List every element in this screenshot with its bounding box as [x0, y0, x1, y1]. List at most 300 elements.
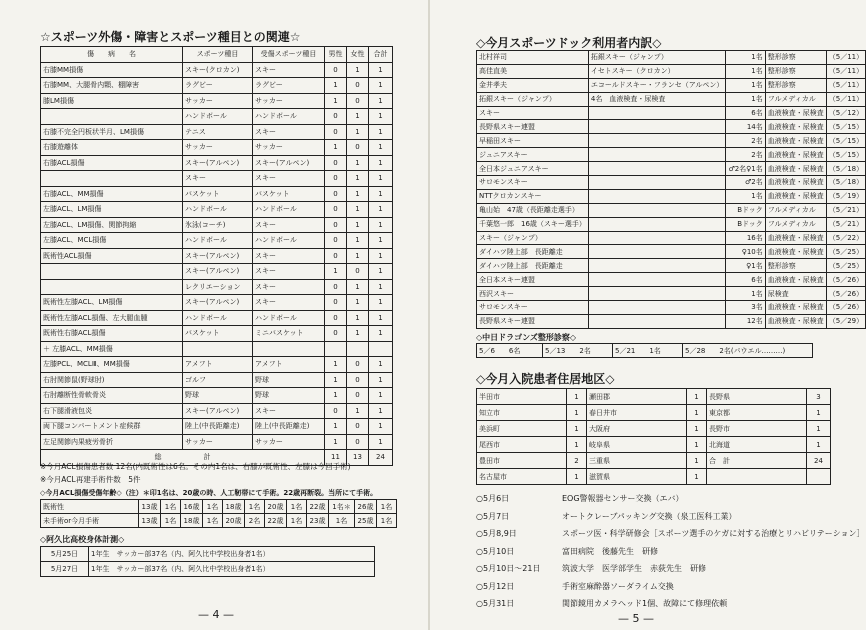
dock-detail: エコールドスキー・フランセ（アルペン） [588, 78, 726, 92]
injury-row [41, 124, 393, 140]
measure-date: 5月25日 [41, 547, 89, 562]
dock-date: （5／11） [826, 64, 865, 78]
dock-detail [588, 134, 726, 148]
female-count: 1 [347, 202, 369, 218]
age-cell: 22歳 [265, 514, 287, 528]
injury-row [41, 186, 393, 202]
area-name: 長野県 [707, 389, 807, 405]
acl-age-table [40, 499, 397, 528]
injury-sport: スキー [253, 248, 325, 264]
total-count [369, 341, 393, 357]
age-cell: 13歳 [139, 500, 161, 514]
male-count: 0 [325, 279, 347, 295]
residence-title: ◇今月入院患者住居地区◇ [476, 372, 615, 386]
age-cell: 1名 [203, 500, 223, 514]
injury-sport: サッカー [253, 93, 325, 109]
injury-row [41, 155, 393, 171]
male-count: 1 [325, 434, 347, 450]
injury-row [41, 248, 393, 264]
header-male: 男性 [325, 47, 347, 63]
injury-name: 右膝ACL、MM損傷 [41, 186, 183, 202]
dragons-title: ◇中日ドラゴンズ整形診察◇ [476, 333, 577, 342]
sport: アメフト [183, 357, 253, 373]
female-count: 1 [347, 155, 369, 171]
injury-name [41, 279, 183, 295]
age-cell: 1名＊ [329, 500, 355, 514]
injury-name: 右膝ACL損傷 [41, 155, 183, 171]
age-cell: 1名 [245, 500, 265, 514]
sport: ラグビー [183, 78, 253, 94]
measure-date: 5月27日 [41, 562, 89, 577]
injury-sport: サッカー [253, 140, 325, 156]
sport: ゴルフ [183, 372, 253, 388]
total-count: 1 [369, 357, 393, 373]
injury-row [41, 171, 393, 187]
female-count: 1 [347, 279, 369, 295]
dock-name: ダイハツ陸上部 長距離走 [477, 245, 589, 259]
female-count: 0 [347, 140, 369, 156]
total-count: 1 [369, 388, 393, 404]
area-count: 1 [687, 469, 707, 485]
injury-table [40, 46, 393, 466]
schedule-text: 関節鏡用カメラヘッド1個、故障にて修理依頼 [562, 599, 728, 608]
injury-sport: ミニバスケット [253, 326, 325, 342]
measure-row [41, 562, 375, 577]
female-count: 1 [347, 403, 369, 419]
injury-sport: ハンドボール [253, 109, 325, 125]
male-count: 1 [325, 264, 347, 280]
area-count: 24 [807, 453, 831, 469]
age-cell: 1名 [377, 514, 397, 528]
injury-row [41, 233, 393, 249]
total-count: 1 [369, 62, 393, 78]
dock-date: （5／12） [826, 106, 865, 120]
injury-row [41, 217, 393, 233]
dock-row [477, 64, 866, 78]
header-injury: 傷 病 名 [41, 47, 183, 63]
total-count: 1 [369, 419, 393, 435]
dock-exam: 血液検査・尿検査 [765, 148, 826, 162]
male-count: 0 [325, 233, 347, 249]
male-count: 1 [325, 357, 347, 373]
injury-name: 膝LM損傷 [41, 93, 183, 109]
total-count: 1 [369, 109, 393, 125]
injury-row [41, 310, 393, 326]
sport: ハンドボール [183, 109, 253, 125]
area-count: 1 [567, 389, 587, 405]
dock-exam: 血液検査・尿検査 [765, 176, 826, 190]
sport: レクリエーション [183, 279, 253, 295]
sport: スキー(アルペン) [183, 295, 253, 311]
age-cell: 1名 [287, 514, 307, 528]
dock-count: 1名 [726, 189, 765, 203]
dock-row [477, 92, 866, 106]
residence-row [477, 421, 831, 437]
total-count: 1 [369, 264, 393, 280]
schedule-date: ○5月12日 [476, 581, 515, 591]
injury-name: 既術性左膝ACL損傷、左大腿血腫 [41, 310, 183, 326]
residence-row [477, 389, 831, 405]
sport: スキー(アルペン) [183, 248, 253, 264]
header-total: 合計 [369, 47, 393, 63]
schedule-text: スポーツ医・科学研修会［スポーツ選手のケガに対する治療とリハビリテーション］ [562, 529, 865, 538]
dock-count: 6名 [726, 273, 765, 287]
age-cell: 22歳 [307, 500, 329, 514]
page-number-right: — 5 — [618, 612, 654, 625]
schedule-text: 手術室麻酔器ソーダライム交換 [562, 581, 674, 591]
dock-title: ◇今月スポーツドック利用者内訳◇ [476, 36, 662, 50]
male-count: 0 [325, 186, 347, 202]
residence-table [476, 388, 831, 485]
injury-name: 左膝PCL、MCLⅢ、MM損傷 [41, 357, 183, 373]
injury-name: ＋ 左膝ACL、MM損傷 [41, 341, 183, 357]
age-cell: 18歳 [223, 500, 245, 514]
dock-count: ♀1名 [726, 259, 765, 273]
residence-row [477, 405, 831, 421]
dock-row [477, 148, 866, 162]
injury-row [41, 140, 393, 156]
total-count: 1 [369, 403, 393, 419]
dock-count: Bドック [726, 203, 765, 217]
dock-count: Bドック [726, 217, 765, 231]
age-cell: 16歳 [181, 500, 203, 514]
dock-date: （5／15） [826, 120, 865, 134]
dock-name: スキー（ジャンプ） [477, 231, 589, 245]
injury-sport: スキー(アルペン) [253, 155, 325, 171]
schedule-date: ○5月6日 [476, 494, 510, 503]
residence-row [477, 469, 831, 485]
residence-row [477, 437, 831, 453]
male-count: 0 [325, 171, 347, 187]
injury-sport: ハンドボール [253, 202, 325, 218]
female-count [347, 341, 369, 357]
dock-count: 1名 [726, 64, 765, 78]
female-count: 0 [347, 78, 369, 94]
sport: スキー(アルペン) [183, 264, 253, 280]
area-name: 瀬田郡 [587, 389, 687, 405]
injury-name: 既術性右膝ACL損傷 [41, 326, 183, 342]
dock-name: 拓銀スキー（ジャンプ） [477, 92, 589, 106]
total-female: 13 [347, 450, 369, 466]
dock-exam: フルメディカル [765, 92, 826, 106]
male-count [325, 341, 347, 357]
measure-title: ◇阿久比高校身体計測◇ [40, 535, 125, 544]
male-count: 0 [325, 155, 347, 171]
area-name: 半田市 [477, 389, 567, 405]
dock-count: 12名 [726, 314, 765, 328]
dock-detail: イセトスキー（クロカン） [588, 64, 726, 78]
dock-date: （5／26） [826, 273, 865, 287]
dock-count: 3名 [726, 301, 765, 315]
area-name: 岐阜県 [587, 437, 687, 453]
dock-date: （5／19） [826, 189, 865, 203]
injury-sport: 野球 [253, 388, 325, 404]
total-count: 1 [369, 202, 393, 218]
dock-detail [588, 176, 726, 190]
dock-row [477, 231, 866, 245]
area-count: 1 [687, 437, 707, 453]
age-cell: 13歳 [139, 514, 161, 528]
dock-date: （5／11） [826, 51, 865, 65]
dock-date: （5／11） [826, 78, 865, 92]
area-count: 1 [687, 453, 707, 469]
age-cell: 2名 [245, 514, 265, 528]
dock-count: 14名 [726, 120, 765, 134]
dock-name: 早稲田スキー [477, 134, 589, 148]
area-name [707, 469, 807, 485]
dock-detail [588, 259, 726, 273]
dock-name: 全日本ジュニアスキー [477, 162, 589, 176]
injury-row [41, 326, 393, 342]
female-count: 1 [347, 233, 369, 249]
measure-table [40, 546, 375, 577]
total-count: 1 [369, 326, 393, 342]
schedule-item [476, 511, 737, 522]
injury-sport: スキー [253, 171, 325, 187]
male-count: 1 [325, 388, 347, 404]
age-cell: 23歳 [307, 514, 329, 528]
age-cell: 25歳 [355, 514, 377, 528]
dock-exam: 血液検査・尿検査 [765, 134, 826, 148]
dock-name: 千葉悠一郎 16歳（スキー選手） [477, 217, 589, 231]
schedule-date: ○5月7日 [476, 511, 510, 521]
injury-name [41, 109, 183, 125]
schedule-date: ○5月8,9日 [476, 529, 517, 538]
female-count: 1 [347, 186, 369, 202]
dragons-cell: 5／13 2名 [543, 344, 613, 358]
dragons-row [477, 344, 813, 358]
acl-patient-note: ※今月ACL損傷患者数 12名(内既術性は6名。その内1名は、右膝が既術性、左膝は今回手術) [40, 462, 351, 471]
injury-row [41, 419, 393, 435]
total-count: 1 [369, 171, 393, 187]
dock-row [477, 162, 866, 176]
sport: 陸上(中長距離走) [183, 419, 253, 435]
injury-name: 左足関節内果疲労骨折 [41, 434, 183, 450]
male-count: 0 [325, 217, 347, 233]
dock-detail [588, 162, 726, 176]
dock-date: （5／26） [826, 287, 865, 301]
sport: スキー(クロカン) [183, 62, 253, 78]
area-count: 2 [567, 453, 587, 469]
dock-detail [588, 217, 726, 231]
injury-row [41, 93, 393, 109]
schedule-item [476, 563, 706, 574]
total-count: 1 [369, 233, 393, 249]
area-count: 1 [807, 421, 831, 437]
acl-age-title: ◇今月ACL損傷受傷年齢◇（注）＊印1名は、20歳の時、人工靭帯にて手術。22歳再断裂。当所にて手術。 [40, 489, 378, 497]
age-cell: 18歳 [181, 514, 203, 528]
dock-row [477, 301, 866, 315]
injury-name: 左膝ACL、LM損傷 [41, 202, 183, 218]
male-count: 1 [325, 78, 347, 94]
dock-count: 1名 [726, 287, 765, 301]
dragons-cell: 5／28 2名(パウエル………) [683, 344, 813, 358]
dock-count: 6名 [726, 106, 765, 120]
total-count: 1 [369, 78, 393, 94]
female-count: 0 [347, 388, 369, 404]
schedule-text: 筑波大学 医学部学生 赤荻先生 研修 [562, 564, 706, 573]
dragons-cell: 5／6 6名 [477, 344, 543, 358]
area-name: 滋賀県 [587, 469, 687, 485]
injury-row [41, 295, 393, 311]
total-count: 1 [369, 372, 393, 388]
dock-date: （5／15） [826, 134, 865, 148]
sport: サッカー [183, 140, 253, 156]
dock-name: ジュニアスキー [477, 148, 589, 162]
dock-count: 2名 [726, 148, 765, 162]
female-count: 0 [347, 419, 369, 435]
sport [183, 341, 253, 357]
area-name: 三重県 [587, 453, 687, 469]
area-count: 1 [567, 421, 587, 437]
dragons-table [476, 343, 813, 358]
injury-row [41, 372, 393, 388]
sport: バスケット [183, 186, 253, 202]
dock-row [477, 120, 866, 134]
total-count: 1 [369, 155, 393, 171]
sport: バスケット [183, 326, 253, 342]
dock-name: 金井孝夫 [477, 78, 589, 92]
injury-name: 右下腿滑液包炎 [41, 403, 183, 419]
dock-exam: 血液検査・尿検査 [765, 231, 826, 245]
dock-row [477, 287, 866, 301]
area-count: 1 [687, 421, 707, 437]
header-injury-sport: 受傷スポーツ種目 [253, 47, 325, 63]
dock-detail [588, 231, 726, 245]
dock-date: （5／29） [826, 314, 865, 328]
dock-name: 北村祥司 [477, 51, 589, 65]
injury-sport: アメフト [253, 357, 325, 373]
injury-row [41, 62, 393, 78]
dock-name: サロモンスキー [477, 176, 589, 190]
injury-name: 左膝ACL、MCL損傷 [41, 233, 183, 249]
female-count: 0 [347, 357, 369, 373]
sport: ハンドボール [183, 233, 253, 249]
dock-exam: 血液検査・尿検査 [765, 245, 826, 259]
dock-row [477, 134, 866, 148]
dock-exam: 整形診察 [765, 78, 826, 92]
age-cell: 20歳 [223, 514, 245, 528]
total-count: 1 [369, 295, 393, 311]
dock-exam: 血液検査・尿検査 [765, 189, 826, 203]
schedule-item [476, 598, 727, 609]
sport: 野球 [183, 388, 253, 404]
injury-name: 右肘離断性骨軟骨炎 [41, 388, 183, 404]
sport: ハンドボール [183, 310, 253, 326]
area-name: 春日井市 [587, 405, 687, 421]
female-count: 1 [347, 124, 369, 140]
dock-detail [588, 287, 726, 301]
injury-name: 右肘関節鼠(野球肘) [41, 372, 183, 388]
injury-table-title: ☆スポーツ外傷・障害とスポーツ種目との関連☆ [40, 30, 301, 44]
sport: スキー(アルペン) [183, 403, 253, 419]
injury-sport: 陸上(中長距離走) [253, 419, 325, 435]
female-count: 0 [347, 93, 369, 109]
area-count [807, 469, 831, 485]
female-count: 1 [347, 310, 369, 326]
area-name: 尾西市 [477, 437, 567, 453]
area-name: 美浜町 [477, 421, 567, 437]
dock-name: 西沢スキー [477, 287, 589, 301]
injury-row [41, 109, 393, 125]
dock-exam: 尿検査 [765, 287, 826, 301]
injury-sport: サッカー [253, 434, 325, 450]
injury-name: 右膝MM損傷 [41, 62, 183, 78]
injury-name: 右膝MM、大腿骨内顆、棚障害 [41, 78, 183, 94]
injury-name: 両下腿コンパートメント症候群 [41, 419, 183, 435]
male-count: 0 [325, 109, 347, 125]
dock-row [477, 78, 866, 92]
schedule-item [476, 581, 674, 592]
sport: スキー [183, 171, 253, 187]
left-page [0, 0, 428, 630]
area-name: 合 計 [707, 453, 807, 469]
age-cell: 1名 [287, 500, 307, 514]
male-count: 1 [325, 93, 347, 109]
schedule-date: ○5月31日 [476, 599, 515, 608]
dock-exam: フルメディカル [765, 217, 826, 231]
dock-name: スキー [477, 106, 589, 120]
area-name: 北海道 [707, 437, 807, 453]
injury-name: 右膝不完全円板状半月、LM損傷 [41, 124, 183, 140]
female-count: 0 [347, 372, 369, 388]
schedule-item [476, 493, 684, 504]
dock-name: 亀山始 47歳（長距離走選手） [477, 203, 589, 217]
schedule-date: ○5月10日 [476, 546, 515, 556]
injury-sport [253, 341, 325, 357]
area-count: 1 [567, 469, 587, 485]
male-count: 0 [325, 310, 347, 326]
dock-date: （5／25） [826, 245, 865, 259]
dock-exam: 整形診察 [765, 51, 826, 65]
dock-name: 長野県スキー連盟 [477, 120, 589, 134]
injury-sport: ハンドボール [253, 233, 325, 249]
dock-date: （5／21） [826, 203, 865, 217]
injury-row [41, 341, 393, 357]
area-name: 知立市 [477, 405, 567, 421]
measure-row [41, 547, 375, 562]
injury-sport: バスケット [253, 186, 325, 202]
dock-name: 長野県スキー連盟 [477, 314, 589, 328]
dock-row [477, 217, 866, 231]
female-count: 1 [347, 109, 369, 125]
dock-exam: 血液検査・尿検査 [765, 273, 826, 287]
sport: サッカー [183, 93, 253, 109]
injury-row [41, 78, 393, 94]
total-count: 1 [369, 248, 393, 264]
injury-row [41, 403, 393, 419]
age-cell: 26歳 [355, 500, 377, 514]
injury-row [41, 388, 393, 404]
injury-sport: ラグビー [253, 78, 325, 94]
total-count: 1 [369, 279, 393, 295]
dock-count: ♀10名 [726, 245, 765, 259]
injury-sport: スキー [253, 124, 325, 140]
total-all: 24 [369, 450, 393, 466]
area-name: 東京都 [707, 405, 807, 421]
area-count: 1 [807, 437, 831, 453]
dock-row [477, 106, 866, 120]
dock-detail: 拓銀スキー（ジャンプ） [588, 51, 726, 65]
dock-exam: 血液検査・尿検査 [765, 162, 826, 176]
page-number-left: — 4 — [198, 608, 234, 621]
dock-date: （5／25） [826, 259, 865, 273]
injury-sport: ハンドボール [253, 310, 325, 326]
injury-name: 既術性ACL損傷 [41, 248, 183, 264]
residence-row [477, 453, 831, 469]
sport: ハンドボール [183, 202, 253, 218]
male-count: 0 [325, 248, 347, 264]
